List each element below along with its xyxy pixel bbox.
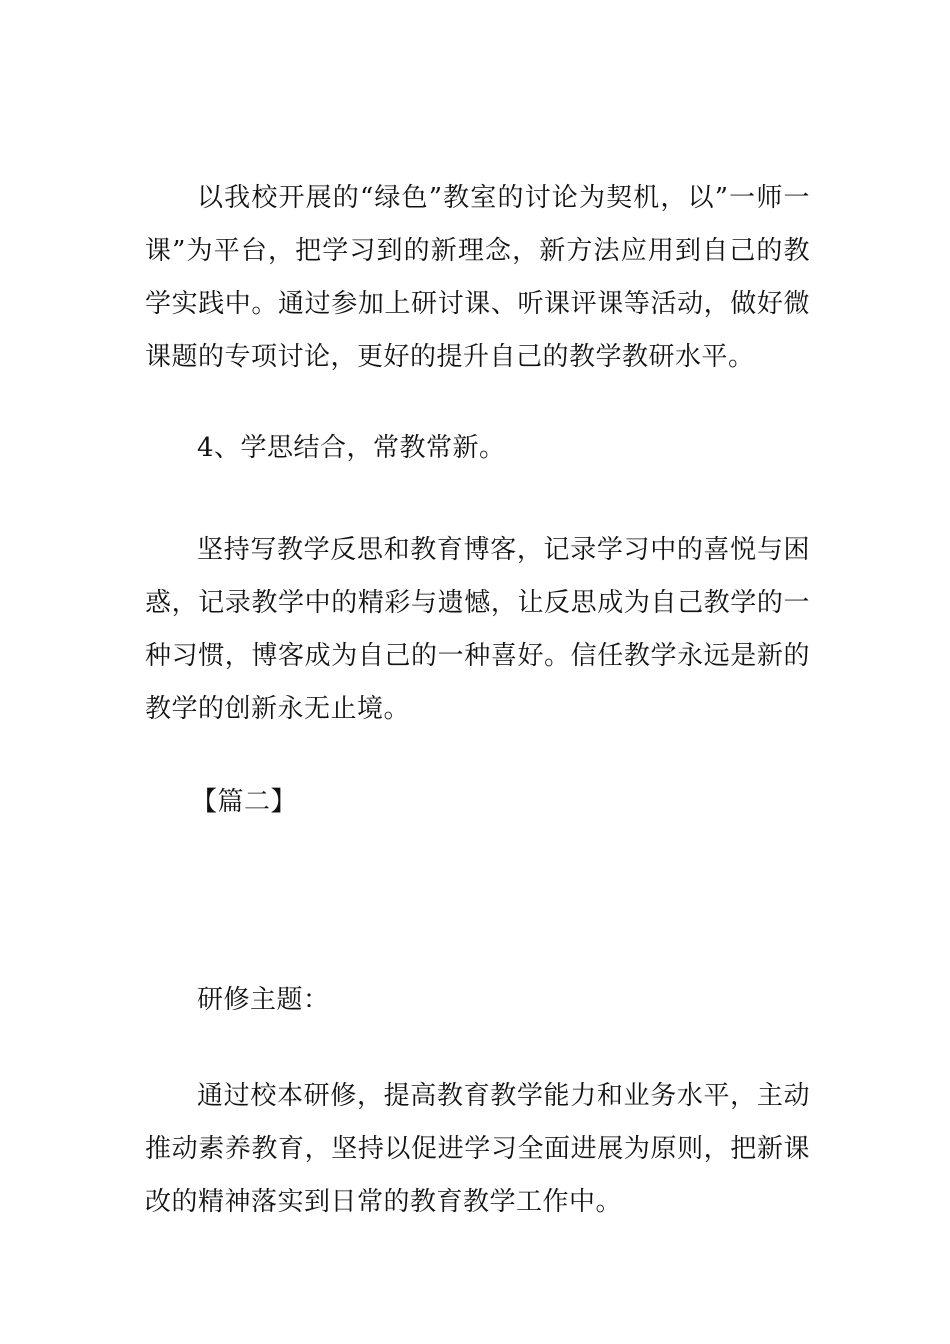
paragraph-reflection-blog: 坚持写教学反思和教育博客，记录学习中的喜悦与困惑，记录教学中的精彩与遗憾，让反思成为自己教学的一种习惯，博客成为自己的一种喜好。信任教学永远是新的教学的创新永无止境。 [145, 535, 810, 724]
paragraph-school-based-research: 通过校本研修，提高教育教学能力和业务水平，主动推动素养教育，坚持以促进学习全面进展为原则，把新课改的精神落实到日常的教育教学工作中。 [145, 1081, 810, 1217]
section-heading-part-two: 【篇二】 [191, 787, 298, 817]
heading-research-theme: 研修主题： [197, 985, 330, 1015]
paragraph-green-classroom: 以我校开展的“绿色”教室的讨论为契机，以”一师一课”为平台，把学习到的新理念，新方法应用到自己的教学实践中。通过参加上研讨课、听课评课等活动，做好微课题的专项讨论，更好的提升自己的教学教研水平。 [145, 183, 810, 372]
heading-learn-and-reflect: 4、学思结合，常教常新。 [197, 433, 506, 463]
